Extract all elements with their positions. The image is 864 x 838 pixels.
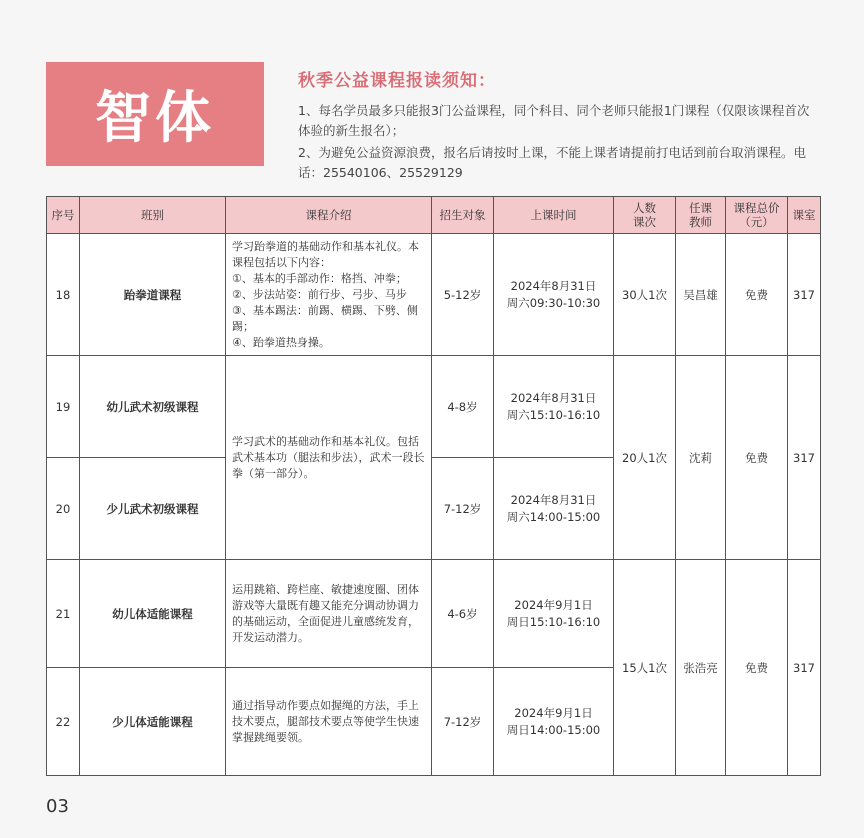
cell-price: 免费 [726,356,788,560]
header-intro: 课程介绍 [226,197,432,234]
cell-price: 免费 [726,234,788,356]
cell-room: 317 [788,234,821,356]
cell-room: 317 [788,560,821,776]
cell-count: 15人1次 [614,560,676,776]
cell-time: 2024年9月1日 周日15:10-16:10 [494,560,614,668]
cell-time: 2024年8月31日 周六14:00-15:00 [494,458,614,560]
header-time: 上课时间 [494,197,614,234]
header-room: 课室 [788,197,821,234]
cell-target: 7-12岁 [432,668,494,776]
cell-target: 5-12岁 [432,234,494,356]
header-no: 序号 [47,197,80,234]
table-row [47,234,821,356]
cell-count: 20人1次 [614,356,676,560]
cell-class: 少儿体适能课程 [80,668,226,776]
cell-no: 21 [47,560,80,668]
page-number: 03 [46,796,69,817]
table-row [47,560,821,668]
header-teacher: 任课 教师 [676,197,726,234]
cell-intro: 学习武术的基础动作和基本礼仪。包括武术基本功（腿法和步法），武术一段长拳（第一部分）。 [226,356,432,560]
cell-no: 19 [47,356,80,458]
cell-price: 免费 [726,560,788,776]
section-badge-text: 智体 [95,86,215,151]
cell-count: 30人1次 [614,234,676,356]
cell-teacher: 沈莉 [676,356,726,560]
notice-block [298,66,820,185]
cell-class: 少儿武术初级课程 [80,458,226,560]
table-header-row [47,197,821,234]
header-target: 招生对象 [432,197,494,234]
notice-item-1: 1、每名学员最多只能报3门公益课程，同个科目、同个老师只能报1门课程（仅限该课程首次体验的新生报名）； [298,103,810,138]
header-class: 班别 [80,197,226,234]
section-badge [46,62,264,166]
cell-no: 18 [47,234,80,356]
header-price: 课程总价 （元） [726,197,788,234]
cell-no: 22 [47,668,80,776]
cell-target: 4-8岁 [432,356,494,458]
cell-class: 幼儿体适能课程 [80,560,226,668]
notice-item-2: 2、为避免公益资源浪费，报名后请按时上课，不能上课者请提前打电话到前台取消课程。电话：25540106、25529129 [298,145,806,180]
cell-no: 20 [47,458,80,560]
notice-title: 秋季公益课程报读须知： [298,71,496,91]
course-table [46,196,821,776]
table-row [47,356,821,458]
cell-time: 2024年9月1日 周日14:00-15:00 [494,668,614,776]
cell-target: 4-6岁 [432,560,494,668]
cell-time: 2024年8月31日 周六15:10-16:10 [494,356,614,458]
cell-room: 317 [788,356,821,560]
header-count: 人数 课次 [614,197,676,234]
cell-intro: 学习跆拳道的基础动作和基本礼仪。本课程包括以下内容： ①、基本的手部动作：格挡、冲拳； ②、步法站姿：前行步、弓步、马步 ③、基本踢法：前踢、横踢、下劈、侧踢； ④、跆拳道热身操。 [226,234,432,356]
cell-target: 7-12岁 [432,458,494,560]
cell-class: 跆拳道课程 [80,234,226,356]
cell-intro: 运用跳箱、跨栏座、敏捷速度圈、团体游戏等大量既有趣又能充分调动协调力的基础运动，全面促进儿童感统发育，开发运动潜力。 [226,560,432,668]
cell-teacher: 吴昌雄 [676,234,726,356]
cell-intro: 通过指导动作要点如握绳的方法，手上技术要点，腿部技术要点等使学生快速掌握跳绳要领。 [226,668,432,776]
cell-class: 幼儿武术初级课程 [80,356,226,458]
cell-teacher: 张浩亮 [676,560,726,776]
cell-time: 2024年8月31日 周六09:30-10:30 [494,234,614,356]
